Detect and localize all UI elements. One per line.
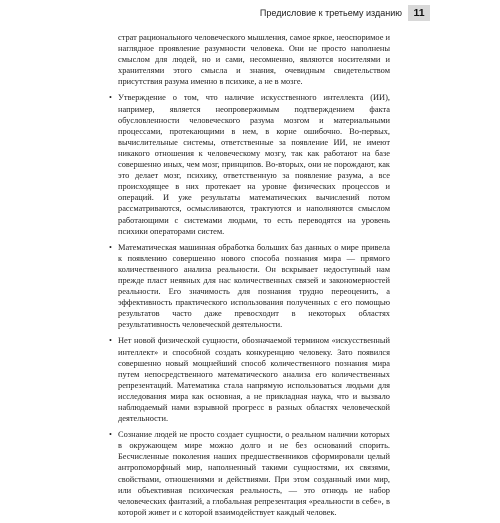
lead-paragraph: страт рационального человеческого мышления, самое яркое, неоспоримое и наглядное проявление разумности человека. Они не просто наполнены смыслом для людей, но и сами, несомненно, являются носителями и хранителями этого смысла и знания, очевидным свидетельством присутствия разума именно в психике, а не в мозге. (118, 33, 390, 87)
bullet-marker: • (109, 430, 112, 440)
bullet-item (109, 429, 390, 518)
bullet-item (109, 92, 390, 236)
bullet-marker: • (109, 336, 112, 346)
page-number: 11 (413, 7, 425, 19)
bullet-item (109, 335, 390, 424)
bullet-text: Утверждение о том, что наличие искусственного интеллекта (ИИ), например, является неопровержимым подтверждением факта обусловленности человеческого разума мозгом и материальными процессами, протекающими в нем, в корне ошибочно. Во-первых, вычислительные системы, ответственные за появление ИИ, не имеют никакого отношения к человеческому мозгу, так как работают на базе совершенно иных, чем мозг, принципов. Во-вторых, они не порождают, как это делает мозг, психику, ответственную за появление разума, а все происходящее в них протекает на уровне физических процессов и операций. И уже результаты математических вычислений потом рассматриваются, осмысливаются, трактуются и наполняются смыслом работающими с системами людьми, то есть переводятся на уровень психики операторами систем. (118, 93, 390, 236)
bullet-text: Сознание людей не просто создает сущности, о реальном наличии которых в окружающем мире можно долго и не без оснований спорить. Бесчисленные поколения наших предшественников сформировали целый антропоморфный мир, наполненный такими сущностями, их связями, свойствами, отношениями и действиями. При этом созданный ими мир, или объективная психическая реальность, — это отнюдь не набор человеческих фантазий, а глобальная репрезентация «реальности в себе», в которой живет и с которой взаимодействует каждый человек. (118, 430, 390, 517)
bullet-text: Нет новой физической сущности, обозначаемой термином «искусственный интеллект» и способной создать конкуренцию человеку. Зато появился совершенно новый мощнейший способ количественного познания мира путем непосредственного математического анализа его количественных репрезентаций. Математика стала напрямую использоваться людьми для исследования мира как основная, а не прикладная наука, что и вызвало наблюдаемый нами взрывной прогресс в разных областях человеческой деятельности. (118, 336, 390, 424)
running-header (260, 5, 430, 21)
chapter-title: Предисловие к третьему изданию (259, 8, 402, 18)
bullet-marker: • (109, 93, 112, 103)
page-number-box (408, 5, 430, 21)
bullet-list (109, 92, 390, 517)
bullet-item (109, 242, 390, 331)
bullet-text: Математическая машинная обработка больших баз данных о мире привела к появлению совершенно нового способа познания мира — прямого количественного анализа реальности. Он вскрывает недоступный нам прежде пласт неявных для нас количественных связей и закономерностей реальности. Его значимость для познания трудно переоценить, а эффективность практического использования полученных с его помощью результатов часто даже превосходит в некоторых областях результативность человеческой деятельности. (118, 242, 390, 330)
body-text (109, 32, 390, 523)
bullet-marker: • (109, 242, 112, 252)
